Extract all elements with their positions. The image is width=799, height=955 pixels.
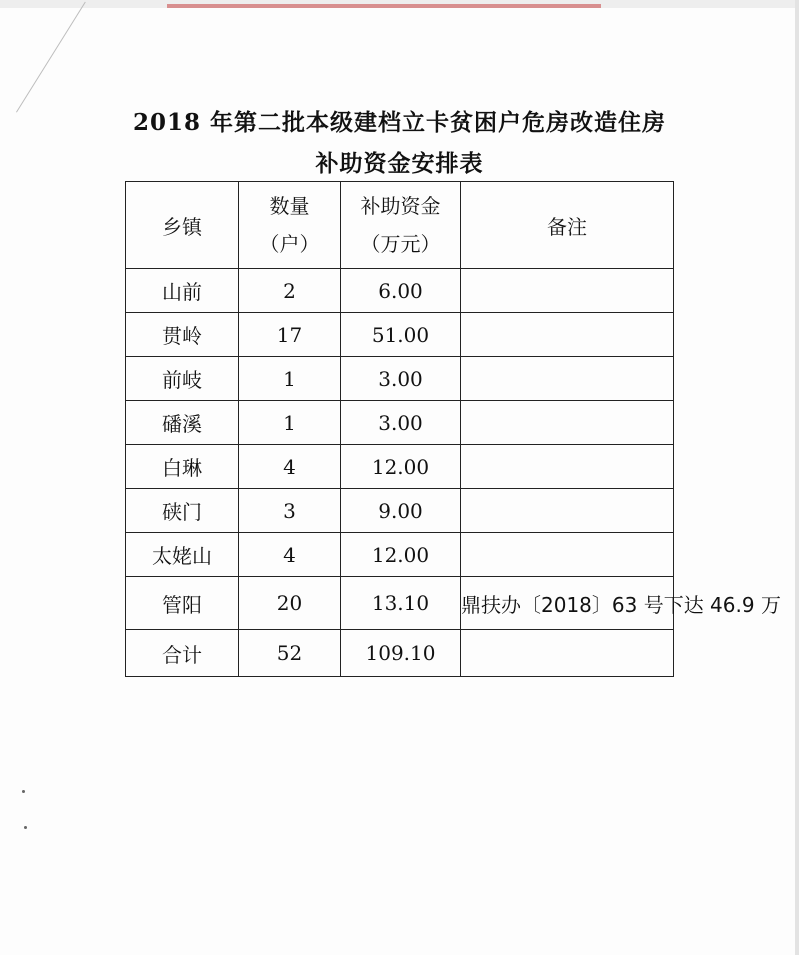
total-funds: 109.10 xyxy=(341,630,461,677)
document-title-line2: 补助资金安排表 xyxy=(315,150,484,177)
header-funds-unit: （万元） xyxy=(360,232,441,256)
cell-funds: 13.10 xyxy=(341,577,461,630)
cell-note xyxy=(461,357,674,401)
table-row xyxy=(126,357,674,401)
cell-note xyxy=(461,313,674,357)
paper-crease xyxy=(16,2,86,113)
cell-funds: 9.00 xyxy=(341,489,461,533)
header-households xyxy=(239,182,341,269)
cell-funds: 6.00 xyxy=(341,269,461,313)
cell-note: 鼎扶办〔2018〕63 号下达 46.9 万 xyxy=(461,577,674,630)
table-row xyxy=(126,313,674,357)
subsidy-table xyxy=(125,181,781,677)
header-households-label: 数量 xyxy=(269,194,310,218)
cell-funds: 12.00 xyxy=(341,445,461,489)
cell-funds: 12.00 xyxy=(341,533,461,577)
cell-town: 硖门 xyxy=(126,489,239,533)
cell-funds: 3.00 xyxy=(341,401,461,445)
header-note: 备注 xyxy=(461,182,674,269)
cell-households: 2 xyxy=(239,269,341,313)
total-label: 合计 xyxy=(126,630,239,677)
table-row xyxy=(126,577,674,630)
cell-note xyxy=(461,445,674,489)
cell-town: 贯岭 xyxy=(126,313,239,357)
cell-households: 20 xyxy=(239,577,341,630)
table-row xyxy=(126,445,674,489)
cell-households: 4 xyxy=(239,445,341,489)
header-funds xyxy=(341,182,461,269)
total-households: 52 xyxy=(239,630,341,677)
cell-town: 山前 xyxy=(126,269,239,313)
cell-households: 17 xyxy=(239,313,341,357)
scan-red-mark xyxy=(167,4,601,8)
table-total-row xyxy=(126,630,674,677)
header-households-unit: （户） xyxy=(259,232,320,256)
cell-town: 磻溪 xyxy=(126,401,239,445)
cell-town: 太姥山 xyxy=(126,533,239,577)
cell-town: 管阳 xyxy=(126,577,239,630)
cell-note xyxy=(461,269,674,313)
cell-households: 1 xyxy=(239,401,341,445)
scan-right-edge xyxy=(795,0,799,955)
cell-households: 3 xyxy=(239,489,341,533)
header-funds-label: 补助资金 xyxy=(360,194,441,218)
scan-speck xyxy=(24,826,27,829)
cell-funds: 51.00 xyxy=(341,313,461,357)
cell-households: 4 xyxy=(239,533,341,577)
header-town: 乡镇 xyxy=(126,182,239,269)
table-row xyxy=(126,489,674,533)
cell-households: 1 xyxy=(239,357,341,401)
cell-town: 白琳 xyxy=(126,445,239,489)
cell-note xyxy=(461,401,674,445)
table-header-row xyxy=(126,182,674,269)
table-row xyxy=(126,269,674,313)
cell-funds: 3.00 xyxy=(341,357,461,401)
cell-town: 前岐 xyxy=(126,357,239,401)
table-row xyxy=(126,533,674,577)
document-title-line1: 2018 年第二批本级建档立卡贫困户危房改造住房 xyxy=(132,109,667,136)
total-note xyxy=(461,630,674,677)
scan-speck xyxy=(22,790,25,793)
cell-note xyxy=(461,489,674,533)
table-row xyxy=(126,401,674,445)
cell-note xyxy=(461,533,674,577)
